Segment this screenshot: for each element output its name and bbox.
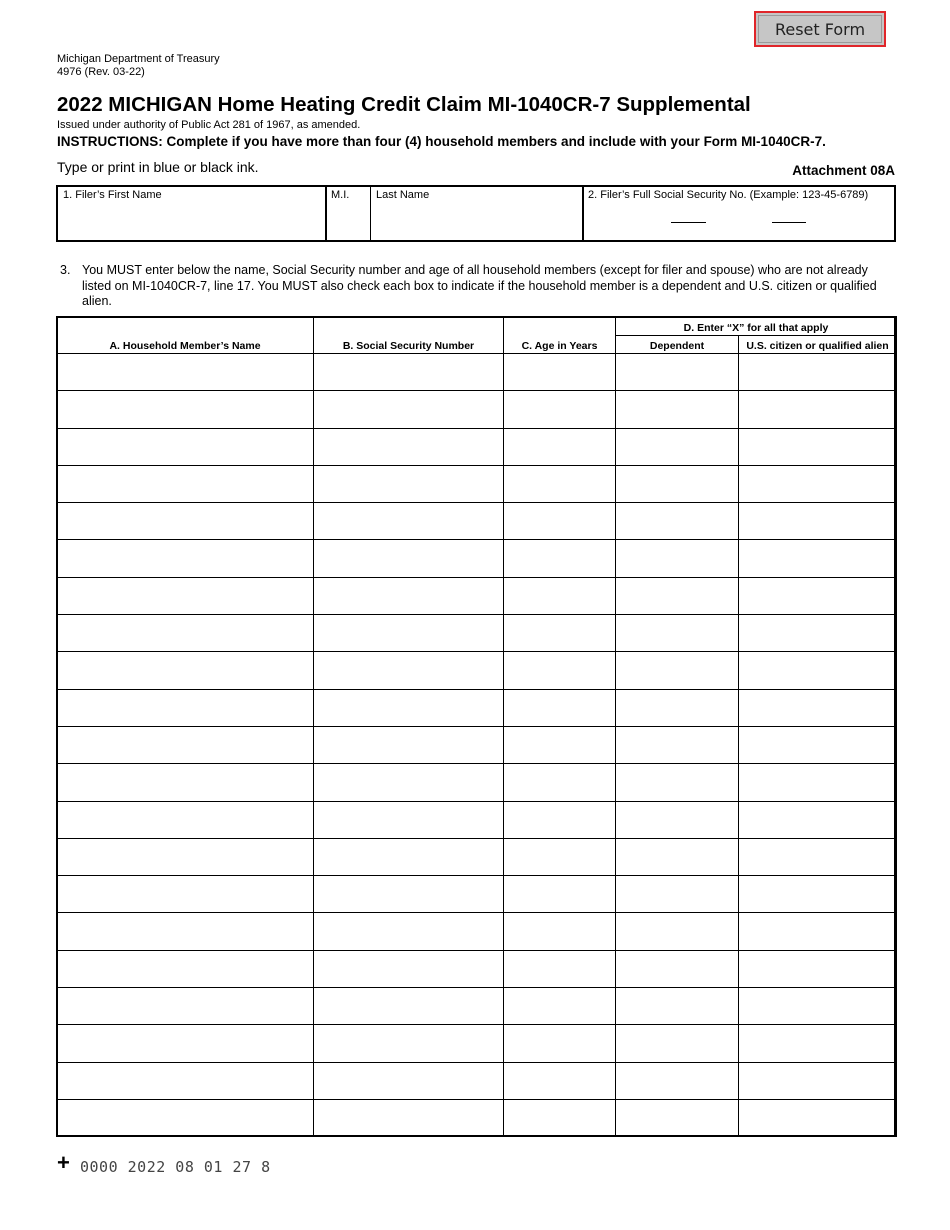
table-cell [616, 764, 739, 801]
table-cell [616, 838, 739, 875]
member-age-input[interactable] [504, 391, 615, 427]
member-ssn-input[interactable] [314, 503, 503, 539]
table-cell [314, 726, 504, 763]
table-cell [739, 354, 897, 391]
table-cell [314, 540, 504, 577]
table-cell [616, 876, 739, 913]
citizen-input[interactable] [739, 652, 896, 688]
dependent-input[interactable] [616, 802, 738, 838]
member-name-input[interactable] [57, 429, 313, 465]
table-cell [504, 354, 616, 391]
table-cell [616, 652, 739, 689]
table-cell [314, 913, 504, 950]
member-age-input[interactable] [504, 802, 615, 838]
table-cell [504, 801, 616, 838]
citizen-input[interactable] [739, 503, 896, 539]
table-cell [739, 391, 897, 428]
member-age-input[interactable] [504, 951, 615, 987]
dependent-input[interactable] [616, 429, 738, 465]
last-name-label: Last Name [376, 189, 430, 201]
dependent-input[interactable] [616, 839, 738, 875]
table-cell [739, 726, 897, 763]
table-cell [616, 354, 739, 391]
table-cell [739, 950, 897, 987]
question-3-text: You MUST enter below the name, Social Security number and age of all household members (except for filer and spouse) who are not already listed on MI-1040CR-7, line 17. You MUST also check each box to indicate if the household member is a dependent and U.S. citizen or qualified alien. [82, 263, 877, 308]
table-cell [504, 764, 616, 801]
member-name-input[interactable] [57, 578, 313, 614]
table-cell [57, 689, 314, 726]
member-name-input[interactable] [57, 764, 313, 800]
table-cell [739, 689, 897, 726]
citizen-input[interactable] [739, 1100, 896, 1136]
table-cell [57, 428, 314, 465]
household-members-table [56, 316, 897, 1137]
member-age-input[interactable] [504, 1063, 615, 1099]
table-cell [616, 615, 739, 652]
table-cell [314, 838, 504, 875]
table-cell [504, 876, 616, 913]
table-cell [314, 950, 504, 987]
table-cell [616, 1025, 739, 1062]
table-cell [504, 465, 616, 502]
citizen-input[interactable] [739, 391, 896, 427]
member-name-input[interactable] [57, 540, 313, 576]
table-cell [57, 1025, 314, 1062]
member-name-input[interactable] [57, 615, 313, 651]
citizen-input[interactable] [739, 764, 896, 800]
table-cell [57, 503, 314, 540]
member-name-input[interactable] [57, 503, 313, 539]
table-row [57, 540, 897, 577]
column-header-name: A. Household Member’s Name [57, 317, 314, 354]
table-row [57, 950, 897, 987]
member-ssn-input[interactable] [314, 690, 503, 726]
member-age-input[interactable] [504, 652, 615, 688]
table-row [57, 1062, 897, 1099]
dependent-input[interactable] [616, 615, 738, 651]
member-age-input[interactable] [504, 988, 615, 1024]
member-ssn-input[interactable] [314, 615, 503, 651]
table-cell [504, 1062, 616, 1099]
member-ssn-input[interactable] [314, 802, 503, 838]
citizen-input[interactable] [739, 1025, 896, 1061]
table-cell [314, 428, 504, 465]
column-header-age: C. Age in Years [504, 317, 616, 354]
table-cell [504, 1025, 616, 1062]
member-ssn-input[interactable] [314, 988, 503, 1024]
form-number: 4976 (Rev. 03-22) [57, 66, 145, 78]
page-title: 2022 MICHIGAN Home Heating Credit Claim MI-1040CR-7 Supplemental [57, 93, 751, 116]
table-cell [314, 1025, 504, 1062]
member-ssn-input[interactable] [314, 429, 503, 465]
citizen-input[interactable] [739, 1063, 896, 1099]
table-row [57, 764, 897, 801]
table-row [57, 726, 897, 763]
member-name-input[interactable] [57, 690, 313, 726]
table-cell [739, 615, 897, 652]
dependent-input[interactable] [616, 690, 738, 726]
table-cell [57, 764, 314, 801]
middle-initial-label: M.I. [331, 189, 350, 201]
column-header-ssn: B. Social Security Number [314, 317, 504, 354]
table-cell [504, 950, 616, 987]
first-name-label: 1. Filer’s First Name [63, 189, 162, 201]
dependent-input[interactable] [616, 1025, 738, 1061]
table-cell [57, 465, 314, 502]
member-age-input[interactable] [504, 503, 615, 539]
table-cell [739, 428, 897, 465]
table-cell [314, 801, 504, 838]
table-cell [314, 764, 504, 801]
dependent-input[interactable] [616, 764, 738, 800]
member-name-input[interactable] [57, 727, 313, 763]
last-name-input[interactable] [373, 205, 580, 239]
question-3 [60, 263, 890, 310]
table-cell [57, 354, 314, 391]
dependent-input[interactable] [616, 466, 738, 502]
member-age-input[interactable] [504, 354, 615, 390]
member-ssn-input[interactable] [314, 727, 503, 763]
member-age-input[interactable] [504, 429, 615, 465]
table-cell [739, 503, 897, 540]
dependent-input[interactable] [616, 652, 738, 688]
dependent-input[interactable] [616, 578, 738, 614]
table-cell [57, 876, 314, 913]
table-cell [57, 391, 314, 428]
table-cell [616, 540, 739, 577]
table-row [57, 913, 897, 950]
table-cell [504, 615, 616, 652]
table-cell [739, 652, 897, 689]
member-ssn-input[interactable] [314, 354, 503, 390]
table-cell [504, 577, 616, 614]
member-name-input[interactable] [57, 876, 313, 912]
citizen-input[interactable] [739, 876, 896, 912]
dependent-input[interactable] [616, 988, 738, 1024]
column-header-status-group: D. Enter “X” for all that apply [616, 317, 897, 336]
question-3-number: 3. [60, 263, 71, 277]
reset-form-button[interactable]: Reset Form [754, 11, 886, 47]
citizen-input[interactable] [739, 913, 896, 949]
dependent-input[interactable] [616, 503, 738, 539]
table-row [57, 1099, 897, 1136]
table-cell [739, 988, 897, 1025]
member-ssn-input[interactable] [314, 1063, 503, 1099]
member-ssn-input[interactable] [314, 391, 503, 427]
table-cell [739, 801, 897, 838]
member-ssn-input[interactable] [314, 764, 503, 800]
member-name-input[interactable] [57, 988, 313, 1024]
table-cell [314, 391, 504, 428]
table-cell [57, 838, 314, 875]
form-barcode-number: 0000 2022 08 01 27 8 [80, 1158, 271, 1176]
table-cell [504, 988, 616, 1025]
table-cell [504, 913, 616, 950]
table-cell [57, 1099, 314, 1136]
table-cell [616, 465, 739, 502]
table-cell [504, 540, 616, 577]
table-cell [504, 838, 616, 875]
instructions: INSTRUCTIONS: Complete if you have more than four (4) household members and include with your Form MI-1040CR-7. [57, 134, 826, 149]
column-header-citizen: U.S. citizen or qualified alien [739, 336, 897, 354]
authority-note: Issued under authority of Public Act 281 of 1967, as amended. [57, 119, 361, 131]
member-age-input[interactable] [504, 615, 615, 651]
member-age-input[interactable] [504, 876, 615, 912]
member-name-input[interactable] [57, 802, 313, 838]
table-row [57, 1025, 897, 1062]
table-cell [504, 652, 616, 689]
filer-info-box [56, 185, 896, 242]
column-header-dependent: Dependent [616, 336, 739, 354]
member-ssn-input[interactable] [314, 540, 503, 576]
member-name-input[interactable] [57, 951, 313, 987]
member-name-input[interactable] [57, 466, 313, 502]
table-cell [616, 1062, 739, 1099]
member-age-input[interactable] [504, 578, 615, 614]
member-name-input[interactable] [57, 354, 313, 390]
table-cell [739, 540, 897, 577]
member-age-input[interactable] [504, 466, 615, 502]
table-cell [57, 615, 314, 652]
table-row [57, 838, 897, 875]
table-cell [616, 391, 739, 428]
member-name-input[interactable] [57, 1100, 313, 1136]
citizen-input[interactable] [739, 727, 896, 763]
dependent-input[interactable] [616, 1063, 738, 1099]
table-cell [739, 764, 897, 801]
registration-mark: + [57, 1150, 70, 1175]
member-ssn-input[interactable] [314, 913, 503, 949]
citizen-input[interactable] [739, 615, 896, 651]
table-cell [504, 503, 616, 540]
ssn-label: 2. Filer’s Full Social Security No. (Example: 123-45-6789) [588, 189, 869, 201]
dependent-input[interactable] [616, 727, 738, 763]
table-cell [314, 689, 504, 726]
table-cell [504, 391, 616, 428]
table-cell [616, 988, 739, 1025]
table-cell [616, 1099, 739, 1136]
member-ssn-input[interactable] [314, 652, 503, 688]
table-cell [504, 726, 616, 763]
citizen-input[interactable] [739, 429, 896, 465]
dependent-input[interactable] [616, 391, 738, 427]
table-row [57, 876, 897, 913]
citizen-input[interactable] [739, 466, 896, 502]
table-cell [616, 801, 739, 838]
table-cell [616, 913, 739, 950]
citizen-input[interactable] [739, 951, 896, 987]
member-ssn-input[interactable] [314, 839, 503, 875]
dependent-input[interactable] [616, 876, 738, 912]
table-cell [314, 503, 504, 540]
table-cell [57, 801, 314, 838]
table-cell [314, 615, 504, 652]
citizen-input[interactable] [739, 802, 896, 838]
dependent-input[interactable] [616, 354, 738, 390]
table-cell [57, 540, 314, 577]
member-ssn-input[interactable] [314, 1100, 503, 1136]
member-ssn-input[interactable] [314, 466, 503, 502]
citizen-input[interactable] [739, 578, 896, 614]
table-row [57, 652, 897, 689]
citizen-input[interactable] [739, 540, 896, 576]
first-name-input[interactable] [60, 205, 323, 239]
table-row [57, 465, 897, 502]
table-cell [739, 465, 897, 502]
member-name-input[interactable] [57, 391, 313, 427]
ssn-separator [671, 222, 706, 223]
table-cell [739, 1025, 897, 1062]
table-row [57, 801, 897, 838]
table-cell [57, 950, 314, 987]
member-age-input[interactable] [504, 764, 615, 800]
table-row [57, 503, 897, 540]
table-row [57, 615, 897, 652]
citizen-input[interactable] [739, 354, 896, 390]
member-ssn-input[interactable] [314, 1025, 503, 1061]
member-age-input[interactable] [504, 727, 615, 763]
member-age-input[interactable] [504, 1025, 615, 1061]
table-cell [57, 726, 314, 763]
dependent-input[interactable] [616, 951, 738, 987]
citizen-input[interactable] [739, 988, 896, 1024]
table-cell [739, 1062, 897, 1099]
dependent-input[interactable] [616, 913, 738, 949]
member-name-input[interactable] [57, 1025, 313, 1061]
member-age-input[interactable] [504, 913, 615, 949]
table-cell [739, 913, 897, 950]
table-cell [314, 465, 504, 502]
member-age-input[interactable] [504, 839, 615, 875]
member-ssn-input[interactable] [314, 578, 503, 614]
table-cell [314, 577, 504, 614]
table-cell [57, 1062, 314, 1099]
table-row [57, 354, 897, 391]
member-name-input[interactable] [57, 1063, 313, 1099]
table-cell [739, 838, 897, 875]
table-cell [504, 689, 616, 726]
table-cell [616, 950, 739, 987]
table-cell [314, 988, 504, 1025]
table-cell [616, 503, 739, 540]
table-row [57, 689, 897, 726]
table-cell [616, 577, 739, 614]
filer-ssn-input[interactable] [586, 205, 892, 239]
member-name-input[interactable] [57, 913, 313, 949]
table-cell [616, 689, 739, 726]
citizen-input[interactable] [739, 839, 896, 875]
ssn-separator [772, 222, 806, 223]
dependent-input[interactable] [616, 1100, 738, 1136]
member-name-input[interactable] [57, 652, 313, 688]
citizen-input[interactable] [739, 690, 896, 726]
member-age-input[interactable] [504, 540, 615, 576]
ink-note: Type or print in blue or black ink. [57, 159, 259, 175]
table-cell [57, 988, 314, 1025]
member-age-input[interactable] [504, 690, 615, 726]
table-row [57, 428, 897, 465]
table-cell [314, 1062, 504, 1099]
table-cell [739, 577, 897, 614]
attachment-label: Attachment 08A [792, 163, 895, 178]
member-ssn-input[interactable] [314, 951, 503, 987]
table-cell [314, 876, 504, 913]
table-cell [504, 428, 616, 465]
table-cell [739, 876, 897, 913]
table-cell [616, 428, 739, 465]
table-cell [504, 1099, 616, 1136]
table-cell [314, 354, 504, 391]
member-name-input[interactable] [57, 839, 313, 875]
member-ssn-input[interactable] [314, 876, 503, 912]
table-row [57, 391, 897, 428]
table-cell [616, 726, 739, 763]
table-cell [314, 1099, 504, 1136]
table-cell [57, 577, 314, 614]
table-cell [739, 1099, 897, 1136]
table-row [57, 988, 897, 1025]
table-row [57, 577, 897, 614]
table-cell [57, 652, 314, 689]
table-cell [314, 652, 504, 689]
member-age-input[interactable] [504, 1100, 615, 1136]
middle-initial-input[interactable] [328, 205, 368, 239]
department-name: Michigan Department of Treasury [57, 53, 220, 65]
dependent-input[interactable] [616, 540, 738, 576]
table-cell [57, 913, 314, 950]
